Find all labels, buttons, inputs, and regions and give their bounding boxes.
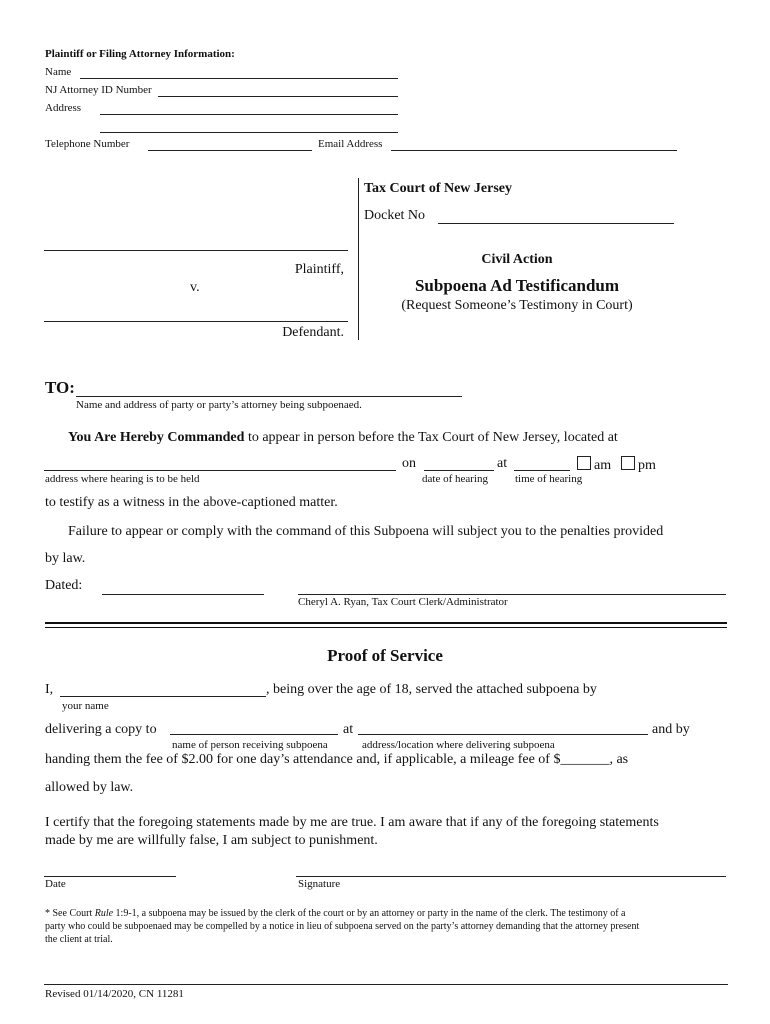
docket-label: Docket No <box>364 208 426 223</box>
clerk-signature-field[interactable] <box>298 594 726 595</box>
on-label: on <box>402 456 416 471</box>
and-by-label: and by <box>652 722 690 737</box>
am-label: am <box>594 458 612 473</box>
am-option[interactable] <box>577 456 611 474</box>
hearing-address-field[interactable] <box>44 470 396 471</box>
certify-text-line1: I certify that the foregoing statements made by me are true. I am aware that if any of the foregoing statements <box>45 815 659 830</box>
allowed-text: allowed by law. <box>45 780 134 795</box>
hearing-time-field[interactable] <box>514 470 570 471</box>
at-location-label: at <box>343 722 354 737</box>
being-over-text: , being over the age of 18, served the attached subpoena by <box>266 682 597 697</box>
email-field[interactable] <box>391 150 677 151</box>
dated-label: Dated: <box>45 578 83 593</box>
footnote <box>45 907 729 946</box>
address-field-line2[interactable] <box>100 132 398 133</box>
am-checkbox[interactable] <box>577 456 591 470</box>
server-name-field[interactable] <box>60 696 266 697</box>
email-label: Email Address <box>318 138 383 150</box>
caption-divider <box>358 178 359 340</box>
hearing-time-hint: time of hearing <box>515 473 583 485</box>
date-field[interactable] <box>44 876 176 877</box>
hearing-date-hint: date of hearing <box>422 473 488 485</box>
receiver-hint: name of person receiving subpoena <box>172 739 328 751</box>
at-label: at <box>497 456 508 471</box>
signature-label: Signature <box>298 878 341 890</box>
failure-text-line2: by law. <box>45 551 86 566</box>
address-field-line1[interactable] <box>100 114 398 115</box>
delivery-location-field[interactable] <box>358 734 648 735</box>
telephone-field[interactable] <box>148 150 312 151</box>
attorney-info-heading: Plaintiff or Filing Attorney Information: <box>45 48 235 60</box>
hearing-address-hint: address where hearing is to be held <box>45 473 200 485</box>
pm-label: pm <box>638 458 656 473</box>
defendant-label: Defendant. <box>282 325 344 340</box>
command-paragraph <box>68 430 618 446</box>
signature-field[interactable] <box>296 876 726 877</box>
receiver-name-field[interactable] <box>170 734 338 735</box>
your-name-hint: your name <box>62 700 109 712</box>
plaintiff-field[interactable] <box>44 250 348 251</box>
i-label: I, <box>45 682 54 697</box>
delivering-label: delivering a copy to <box>45 722 157 737</box>
pm-option[interactable] <box>621 456 656 474</box>
pm-checkbox[interactable] <box>621 456 635 470</box>
footnote-line1-text: 1:9-1, a subpoena may be issued by the clerk of the court or by an attorney or party in the name of the clerk. The testimony of a <box>113 908 626 919</box>
proof-title: Proof of Service <box>327 646 443 665</box>
docket-field[interactable] <box>438 223 674 224</box>
to-hint: Name and address of party or party’s attorney being subpoenaed. <box>76 399 362 411</box>
date-label: Date <box>45 878 66 890</box>
subpoena-title: Subpoena Ad Testificandum <box>414 276 620 295</box>
failure-text-line1: Failure to appear or comply with the command of this Subpoena will subject you to the penalties provided <box>68 524 664 539</box>
hearing-date-field[interactable] <box>424 470 494 471</box>
name-label: Name <box>45 66 72 78</box>
certify-text-line2: made by me are willfully false, I am subject to punishment. <box>45 833 378 848</box>
court-name: Tax Court of New Jersey <box>364 181 513 196</box>
name-field[interactable] <box>80 78 398 79</box>
subpoena-subtitle: (Request Someone’s Testimony in Court) <box>401 298 633 313</box>
testify-text: to testify as a witness in the above-captioned matter. <box>45 495 338 510</box>
footnote-line3: the client at trial. <box>45 934 113 945</box>
defendant-field[interactable] <box>44 321 348 322</box>
footnote-prefix: * See Court <box>45 908 95 919</box>
clerk-name: Cheryl A. Ryan, Tax Court Clerk/Administrator <box>298 596 508 608</box>
versus-label: v. <box>190 280 200 295</box>
attorney-id-label: NJ Attorney ID Number <box>45 84 152 96</box>
footnote-rule: Rule <box>94 908 114 919</box>
to-field[interactable] <box>76 396 462 397</box>
dated-field[interactable] <box>102 594 264 595</box>
location-hint: address/location where delivering subpoena <box>362 739 555 751</box>
civil-action-label: Civil Action <box>481 252 553 267</box>
footnote-line2: party who could be subpoenaed may be compelled by a notice in lieu of subpoena served on the party’s attorney demanding that the attorney present <box>45 921 640 932</box>
revised-text: Revised 01/14/2020, CN 11281 <box>45 988 184 1000</box>
section-divider <box>45 622 727 628</box>
address-label: Address <box>45 102 82 114</box>
fee-text: handing them the fee of $2.00 for one day’s attendance and, if applicable, a mileage fee of $_______, as <box>45 752 629 767</box>
footer-rule <box>44 984 728 985</box>
attorney-id-field[interactable] <box>158 96 398 97</box>
command-lead: You Are Hereby Commanded <box>68 430 245 445</box>
to-label: TO: <box>45 378 75 397</box>
plaintiff-label: Plaintiff, <box>294 262 344 277</box>
footnote-line1 <box>45 907 729 920</box>
command-text: to appear in person before the Tax Court of New Jersey, located at <box>244 430 618 445</box>
telephone-label: Telephone Number <box>45 138 130 150</box>
